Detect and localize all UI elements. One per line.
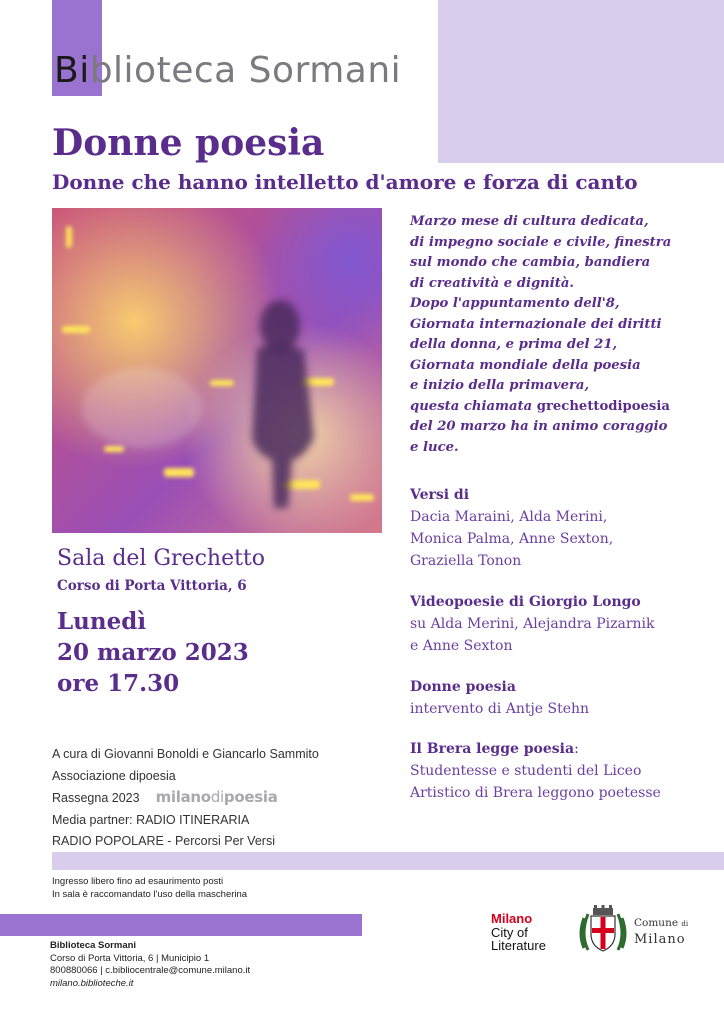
- logo-text: Literature: [491, 938, 546, 953]
- milano-city-of-literature-logo: [491, 912, 546, 953]
- program-videopoesie: [410, 591, 655, 657]
- event-subtitle: Donne che hanno intelletto d'amore e forza di canto: [52, 170, 638, 194]
- comune-word: Comune: [634, 917, 679, 929]
- footer-website: milano.biblioteche.it: [50, 977, 134, 989]
- intro-line: [410, 397, 710, 418]
- intro-line: Giornata mondiale della poesia: [410, 357, 641, 373]
- series-label: Rassegna 2023: [52, 791, 140, 805]
- logo-part: poesia: [223, 788, 278, 806]
- program-donne-poesia: [410, 676, 589, 720]
- comune-di-milano-logo: [634, 916, 688, 947]
- program-heading-text: Il Brera legge poesia: [410, 741, 575, 757]
- intro-line-prefix: questa chiamata: [410, 398, 537, 414]
- intro-line: di creatività e dignità.: [410, 275, 574, 291]
- program-versi: [410, 484, 613, 572]
- program-line: Dacia Maraini, Alda Merini,: [410, 509, 608, 525]
- intro-line: e inizio della primavera,: [410, 378, 590, 393]
- comune-city: Milano: [634, 932, 686, 947]
- footer-address: Corso di Porta Vittoria, 6 | Municipio 1: [50, 952, 210, 964]
- event-photo: [52, 208, 382, 533]
- series-name: grechettodipoesia: [536, 398, 670, 414]
- program-line: intervento di Antje Stehn: [410, 701, 590, 717]
- event-day: Lunedì: [57, 608, 147, 635]
- intro-line: di impegno sociale e civile, finestra: [410, 234, 672, 250]
- decorative-band-footer: [0, 914, 362, 936]
- note-line: In sala è raccomandato l'uso della mascherina: [52, 888, 248, 900]
- comune-di: di: [681, 920, 689, 928]
- program-line: Monica Palma, Anne Sexton,: [410, 531, 614, 547]
- program-heading-colon: :: [574, 741, 579, 757]
- milanodipoesia-logo: [156, 788, 278, 806]
- logo-text: City of: [491, 924, 528, 940]
- intro-line: del 20 marzo ha in animo coraggio: [410, 419, 668, 434]
- entry-notes: [52, 876, 247, 901]
- credits-radio: RADIO POPOLARE - Percorsi Per Versi: [52, 834, 275, 848]
- brand-initial: Bi: [54, 50, 90, 91]
- logo-text: Milano: [491, 911, 533, 926]
- logo-part: di: [210, 788, 224, 806]
- credits-media: Media partner: RADIO ITINERARIA: [52, 812, 250, 827]
- comune-label: [634, 916, 688, 932]
- intro-line: Marzo mese di cultura dedicata,: [410, 214, 649, 229]
- program-brera: [410, 738, 661, 804]
- credits-association: Associazione dipoesia: [52, 768, 176, 783]
- venue-address: Corso di Porta Vittoria, 6: [57, 578, 247, 594]
- intro-line: della donna, e prima del 21,: [410, 337, 618, 352]
- program-heading: Videopoesie di Giorgio Longo: [410, 594, 641, 610]
- event-datetime: [57, 606, 249, 699]
- decorative-block-lilac: [438, 0, 724, 163]
- intro-line: e luce.: [410, 439, 459, 455]
- intro-line: Giornata internazionale dei diritti: [410, 316, 662, 332]
- intro-line: sul mondo che cambia, bandiera: [410, 255, 651, 270]
- intro-text: [410, 212, 710, 458]
- venue-name: Sala del Grechetto: [57, 546, 266, 571]
- program-heading: Versi di: [410, 487, 470, 503]
- comune-crest-icon: [576, 904, 630, 956]
- library-brand: [54, 50, 401, 91]
- event-time: ore 17.30: [57, 670, 180, 697]
- event-date: 20 marzo 2023: [57, 639, 249, 666]
- event-title: Donne poesia: [52, 122, 325, 164]
- brand-rest: blioteca Sormani: [89, 50, 402, 91]
- program-heading: Donne poesia: [410, 679, 516, 695]
- program-heading: [410, 738, 661, 760]
- intro-line: Dopo l'appuntamento dell'8,: [410, 296, 620, 311]
- credits: [52, 744, 319, 853]
- credits-series: [52, 787, 319, 810]
- program-line: Artistico di Brera leggono poetesse: [410, 785, 661, 801]
- program-line: e Anne Sexton: [410, 638, 513, 654]
- decorative-band: [52, 852, 724, 870]
- program-line: Graziella Tonon: [410, 553, 522, 569]
- note-line: Ingresso libero fino ad esaurimento posti: [52, 876, 224, 887]
- footer-contact: [50, 940, 250, 990]
- logo-part: milano: [155, 788, 211, 806]
- program-line: su Alda Merini, Alejandra Pizarnik: [410, 616, 655, 632]
- footer-name: Biblioteca Sormani: [50, 940, 137, 951]
- credits-curated: A cura di Giovanni Bonoldi e Giancarlo Sammito: [52, 747, 319, 761]
- program-line: Studentesse e studenti del Liceo: [410, 763, 642, 779]
- footer-contact-line: 800880066 | c.bibliocentrale@comune.milano.it: [50, 965, 251, 976]
